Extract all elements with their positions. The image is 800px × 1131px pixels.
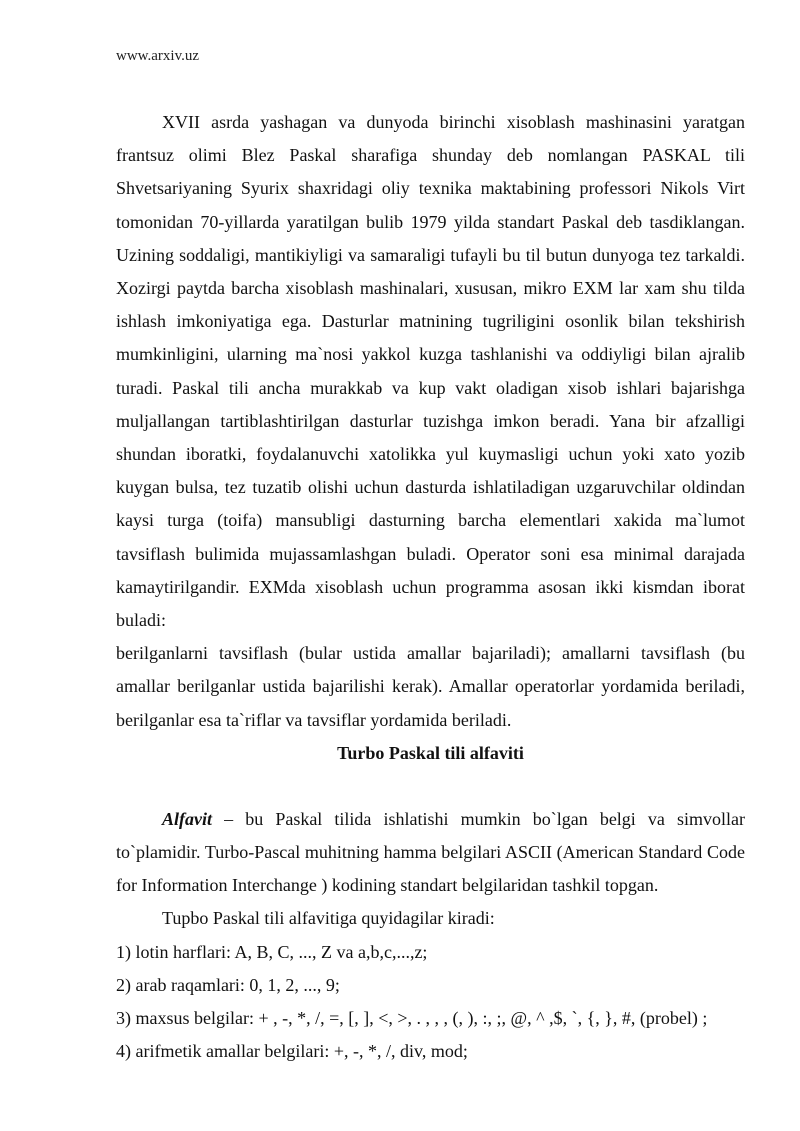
intro-paragraph-1: XVII asrda yashagan va dunyoda birinchi xisoblash mashinasini yaratgan frantsuz olimi Blez Paskal sharafiga shunday deb nomlangan PASKAL tili Shvetsariyaning Syurix shaxridagi oliy texnika maktabining professori Nikols Virt tomonidan 70-yillarda yaratilgan bulib 1979 yilda standart Paskal deb tasdiklangan. Uzining soddaligi, mantikiyligi va samaraligi tufayli bu til butun dunyoga tez tarkaldi. Xozirgi paytda barcha xisoblash mashinalari, xususan, mikro EXM lar xam shu tilda ishlash imkoniyatiga ega. Dasturlar matnining tugriligini osonlik bilan tekshirish mumkinligini, ularning ma`nosi yakkol kuzga tashlanishi va oddiyligi bilan ajralib turadi. Paskal tili ancha murakkab va kup vakt oladigan xisob ishlari bajarishga muljallangan tartiblashtirilgan dasturlar tuzishga imkon beradi. Yana bir afzalligi shundan iboratki, foydalanuvchi xatolikka yul kuymasligi uchun yoki xato yozib kuygan bulsa, tez tuzatib olishi uchun dasturda ishlatiladigan uzgaruvchilar oldindan kaysi turga (toifa) mansubligi dasturning barcha elementlari xakida ma`lumot tavsiflash bulimida mujassamlashgan buladi. Operator soni esa minimal darajada kamaytirilgandir. EXMda xisoblash uchun programma asosan ikki kismdan iborat buladi: — [116, 112, 745, 631]
intro-paragraph-2: berilganlarni tavsiflash (bular ustida amallar bajariladi); amallarni tavsiflash (bu amallar berilganlar ustida bajarilishi kerak). Amallar operatorlar yordamida beriladi, berilganlar esa ta`riflar va tavsiflar yordamida beriladi. — [116, 643, 745, 730]
alfavit-term: Alfavit — [162, 808, 212, 829]
list-intro: Tupbo Paskal tili alfavitiga quyidagilar kiradi: — [162, 908, 495, 929]
list-item: 1) lotin harflari: A, B, C, ..., Z va a,b,c,...,z; — [116, 941, 428, 962]
document-body — [116, 106, 745, 1068]
section-heading: Turbo Paskal tili alfaviti — [337, 742, 524, 763]
alfavit-definition — [116, 803, 745, 903]
list-item: 2) arab raqamlari: 0, 1, 2, ..., 9; — [116, 974, 340, 995]
list-item: 4) arifmetik amallar belgilari: +, -, *, /, div, mod; — [116, 1041, 468, 1062]
page-header-site: www.arxiv.uz — [116, 48, 200, 64]
list-item: 3) maxsus belgilar: + , -, *, /, =, [, ], <, >, . , , , (, ), :, ;, @, ^ ,$, `, {, }, #, (probel) ; — [116, 1008, 708, 1029]
alfavit-definition-text: – bu Paskal tilida ishlatishi mumkin bo`lgan belgi va simvollar to`plamidir. Turbo-Pascal muhitning hamma belgilari ASCII (American Standard Code for Information Interchange ) kodining standart belgilaridan tashkil topgan. — [116, 808, 745, 896]
